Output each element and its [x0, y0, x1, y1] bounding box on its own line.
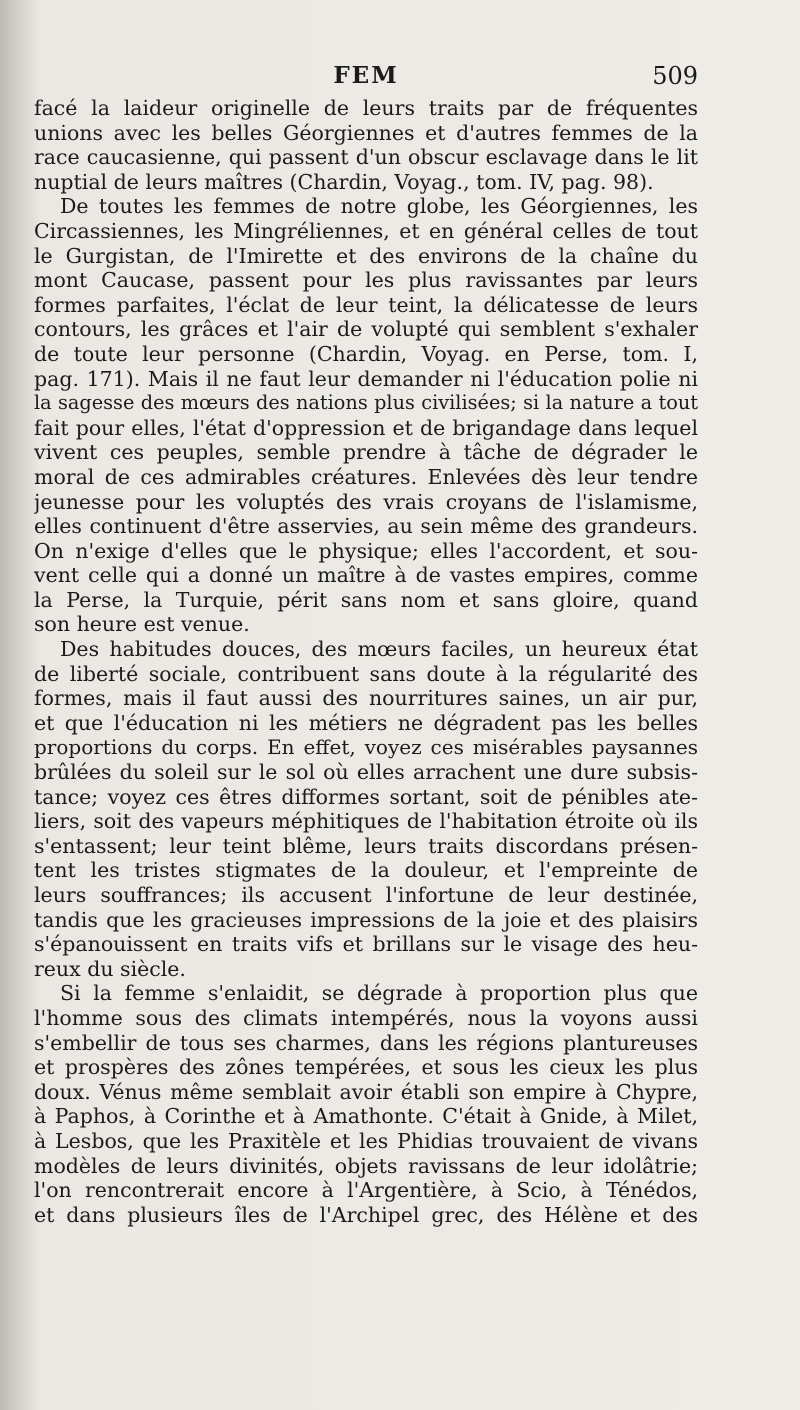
- text-line: On n'exige d'elles que le physique; elles l'accordent, et sou-: [34, 538, 698, 563]
- text-line: liers, soit des vapeurs méphitiques de l'habitation étroite où ils: [34, 809, 698, 834]
- text-line: à Paphos, à Corinthe et à Amathonte. C'était à Gnide, à Milet,: [34, 1104, 698, 1129]
- body-text: [34, 96, 698, 1227]
- text-line: s'embellir de tous ses charmes, dans les régions plantureuses: [34, 1030, 698, 1055]
- text-line: reux du siècle.: [34, 956, 186, 981]
- text-line: son heure est venue.: [34, 612, 250, 637]
- text-line: s'entassent; leur teint blême, leurs traits discordans présen-: [34, 833, 698, 858]
- text-line: moral de ces admirables créatures. Enlevées dès leur tendre: [34, 464, 698, 489]
- text-line: unions avec les belles Géorgiennes et d'autres femmes de la: [34, 120, 698, 145]
- text-line: Si la femme s'enlaidit, se dégrade à proportion plus que: [60, 981, 698, 1006]
- text-line: vent celle qui a donné un maître à de vastes empires, comme: [34, 563, 698, 588]
- text-line: brûlées du soleil sur le sol où elles arrachent une dure subsis-: [34, 760, 698, 785]
- text-line: et prospères des zônes tempérées, et sous les cieux les plus: [34, 1055, 698, 1080]
- text-line: à Lesbos, que les Praxitèle et les Phidias trouvaient de vivans: [34, 1128, 698, 1153]
- text-line: l'homme sous des climats intempérés, nous la voyons aussi: [34, 1005, 698, 1030]
- text-line: leurs souffrances; ils accusent l'infortune de leur destinée,: [34, 883, 698, 907]
- text-line: proportions du corps. En effet, voyez ces misérables paysannes: [34, 735, 698, 760]
- text-line: Circassiennes, les Mingréliennes, et en général celles de tout: [34, 218, 698, 243]
- page-number: 509: [652, 62, 698, 90]
- text-line: contours, les grâces et l'air de volupté qui semblent s'exhaler: [34, 317, 698, 342]
- text-line: la sagesse des mœurs des nations plus civilisées; si la nature a tout: [34, 391, 698, 415]
- text-line: jeunesse pour les voluptés des vrais croyans de l'islamisme,: [34, 489, 698, 514]
- text-line: facé la laideur originelle de leurs traits par de fréquentes: [34, 96, 698, 120]
- text-line: mont Caucase, passent pour les plus ravissantes par leurs: [34, 268, 698, 293]
- running-title: FEM: [333, 62, 399, 89]
- text-line: vivent ces peuples, semble prendre à tâche de dégrader le: [34, 440, 698, 465]
- text-line: tent les tristes stigmates de la douleur, et l'empreinte de: [34, 858, 698, 883]
- text-line: le Gurgistan, de l'Imirette et des environs de la chaîne du: [34, 243, 698, 268]
- text-line: elles continuent d'être asservies, au sein même des grandeurs.: [34, 514, 698, 539]
- text-line: s'épanouissent en traits vifs et brillans sur le visage des heu-: [34, 932, 698, 957]
- text-line: la Perse, la Turquie, périt sans nom et sans gloire, quand: [34, 587, 698, 612]
- text-line: tandis que les gracieuses impressions de la joie et des plaisirs: [34, 907, 698, 932]
- text-line: formes, mais il faut aussi des nourritures saines, un air pur,: [34, 686, 698, 711]
- text-line: de toute leur personne (Chardin, Voyag. en Perse, tom. I,: [34, 341, 698, 366]
- text-line: tance; voyez ces êtres difformes sortant, soit de pénibles ate-: [34, 784, 698, 809]
- text-line: l'on rencontrerait encore à l'Argentière, à Scio, à Ténédos,: [34, 1178, 698, 1203]
- text-line: fait pour elles, l'état d'oppression et de brigandage dans lequel: [34, 415, 698, 440]
- text-line: Des habitudes douces, des mœurs faciles, un heureux état: [60, 637, 698, 662]
- text-line: de liberté sociale, contribuent sans doute à la régularité des: [34, 661, 698, 686]
- text-line: doux. Vénus même semblait avoir établi son empire à Chypre,: [34, 1079, 698, 1104]
- running-header: [34, 62, 698, 92]
- text-line: pag. 171). Mais il ne faut leur demander ni l'éducation polie ni: [34, 366, 698, 391]
- text-line: et que l'éducation ni les métiers ne dégradent pas les belles: [34, 710, 698, 735]
- text-line: formes parfaites, l'éclat de leur teint, la délicatesse de leurs: [34, 292, 698, 317]
- text-line: nuptial de leurs maîtres (Chardin, Voyag., tom. IV, pag. 98).: [34, 169, 654, 194]
- text-line: De toutes les femmes de notre globe, les Géorgiennes, les: [60, 194, 698, 219]
- text-line: et dans plusieurs îles de l'Archipel grec, des Hélène et des: [34, 1202, 698, 1227]
- text-line: modèles de leurs divinités, objets ravissans de leur idolâtrie;: [34, 1153, 698, 1178]
- text-line: race caucasienne, qui passent d'un obscur esclavage dans le lit: [34, 145, 698, 170]
